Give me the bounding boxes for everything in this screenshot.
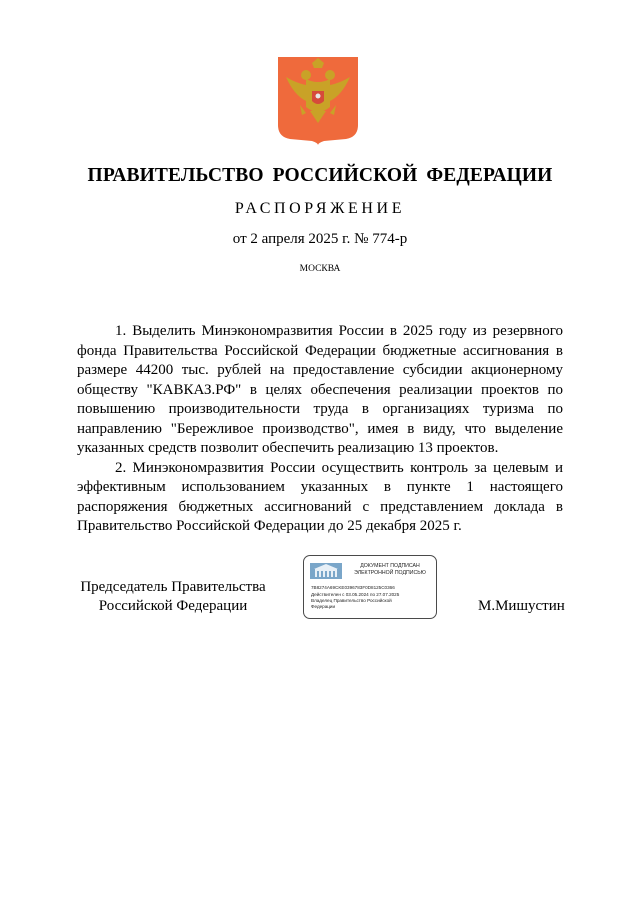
document-city: МОСКВА (299, 264, 341, 274)
paragraph-2: 2. Минэкономразвития России осуществить контроль за целевым и эффективным использованием указанных в пункте 1 настоящего распоряжения бюджетных ассигнований с представлением доклада в Правительство Российской Федерации до 25 декабря 2025 г. (77, 459, 563, 534)
signatory-name: М.Мишустин (478, 598, 565, 614)
paragraph-1: 1. Выделить Минэкономразвития России в 2025 году из резервного фонда Правительства Российской Федерации бюджетные ассигнования в размере 44200 тыс. рублей на предоставление субсидии акционерному обществу "КАВКАЗ.РФ" в целях обеспечения реализации проектов по повышению производительности труда в организациях туризма по направлению "Бережливое производство", имея в виду, что выделение указанных средств позволит обеспечить реализацию 13 проектов. (77, 323, 563, 456)
document-body (77, 322, 563, 537)
signatory-position-line-1: Председатель Правительства (80, 579, 266, 595)
coat-of-arms-icon (276, 55, 360, 145)
signatory-position-line-2: Российской Федерации (98, 598, 248, 614)
document-issuer: ПРАВИТЕЛЬСТВО РОССИЙСКОЙ ФЕДЕРАЦИИ (87, 165, 553, 186)
stamp-serial: 7B8274A69CKE0396783F0D8125C0366 (311, 585, 395, 590)
stamp-title-line-2: ЭЛЕКТРОННОЙ ПОДПИСЬЮ (354, 569, 426, 576)
government-building-icon (310, 563, 342, 579)
signatory-position (78, 578, 268, 616)
stamp-title-line-1: ДОКУМЕНТ ПОДПИСАН (360, 563, 420, 569)
stamp-owner-line-1: Владелец Правительство Российской (311, 598, 392, 603)
stamp-validity: Действителен с 03.05.2024 по 27.07.2025 (311, 592, 400, 597)
electronic-signature-stamp (303, 555, 437, 619)
stamp-owner-line-2: Федерации (311, 604, 336, 609)
document-type: РАСПОРЯЖЕНИЕ (234, 200, 406, 217)
stamp-title (346, 563, 434, 576)
document-date: от 2 апреля 2025 г. № 774-р (232, 231, 408, 247)
